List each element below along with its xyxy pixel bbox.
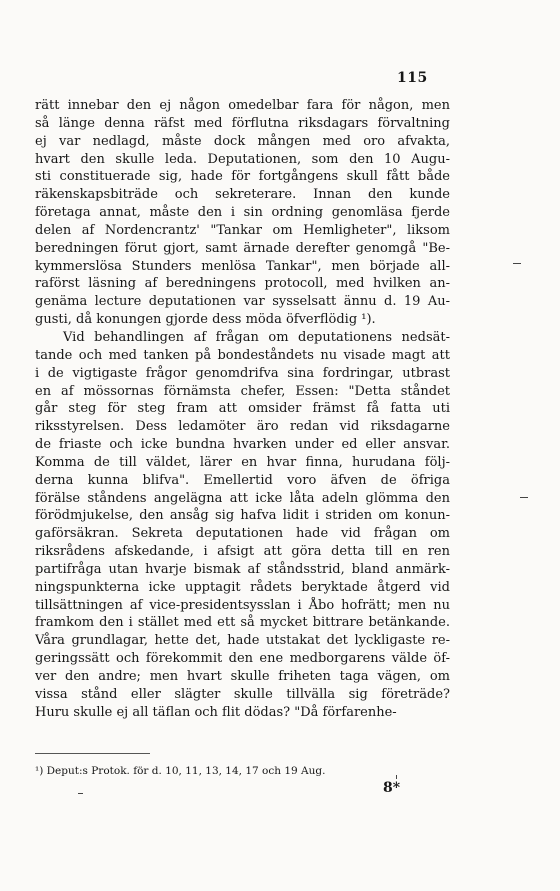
text-line: Komma de till väldet, lärer en hvar finna, hurudana följ- — [35, 454, 450, 470]
text-line: kymmerslösa Stunders menlösa Tankar", men började all- — [35, 258, 450, 274]
text-line: derna kunna blifva". Emellertid voro äfven de öfriga — [35, 472, 450, 488]
footnote-divider — [35, 753, 150, 754]
text-line: förälse ståndens angelägna att icke låta adeln glömma den — [35, 490, 450, 506]
text-line: gaförsäkran. Sekreta deputationen hade vid frågan om — [35, 526, 450, 542]
margin-mark — [513, 263, 521, 264]
text-line: riksstyrelsen. Dess ledamöter äro redan vid riksdagarne — [35, 419, 450, 435]
text-line: hvart den skulle leda. Deputationen, som den 10 Augu- — [35, 151, 450, 167]
margin-mark — [78, 793, 83, 794]
text-line: så länge denna räfst med förflutna riksdagars förvaltning — [35, 115, 450, 131]
text-line: de friaste och icke bundna hvarken under ed eller ansvar. — [35, 437, 450, 453]
body-text — [35, 97, 450, 722]
text-line: riksrådens afskedande, i afsigt att göra detta till en ren — [35, 544, 450, 560]
text-line: raförst läsning af beredningens protocoll, med hvilken an- — [35, 276, 450, 292]
text-line: räkenskapsbiträde och sekreterare. Innan den kunde — [35, 187, 450, 203]
text-line: företaga annat, måste den i sin ordning genomläsa fjerde — [35, 205, 450, 221]
text-line: tande och med tanken på bondeståndets nu visade magt att — [35, 347, 450, 363]
text-line: tillsättningen af vice-presidentsysslan i Åbo hofrätt; men nu — [35, 597, 450, 613]
text-line: går steg för steg fram att omsider främst få fatta uti — [35, 401, 450, 417]
page-number: 115 — [397, 70, 428, 86]
text-line: gusti, då konungen gjorde dess möda öfverflödig ¹). — [35, 312, 376, 328]
text-line: sti constituerade sig, hade för fortgångens skull fått både — [35, 169, 450, 185]
text-line: förödmjukelse, den ansåg sig hafva lidit i striden om konun- — [35, 508, 450, 524]
footnote: ¹) Deput:s Protok. för d. 10, 11, 13, 14, 17 och 19 Aug. — [35, 765, 326, 777]
text-line: genäma lecture deputationen var sysselsatt ännu d. 19 Au- — [35, 294, 450, 310]
text-line: beredningen förut gjort, samt ärnade derefter genomgå "Be- — [35, 240, 450, 256]
text-line: ningspunkterna icke upptagit rådets beryktade åtgerd vid — [35, 579, 450, 595]
text-line: geringssätt och förekommit den ene medborgarens välde öf- — [35, 651, 450, 667]
text-line: delen af Nordencrantz' "Tankar om Hemligheter", liksom — [35, 222, 450, 238]
text-line: ver den andre; men hvart skulle friheten taga vägen, om — [35, 669, 450, 684]
margin-mark — [396, 775, 397, 779]
text-line: Våra grundlagar, hette det, hade utstakat det lyckligaste re- — [35, 633, 450, 649]
printer-signature-mark: 8* — [383, 780, 401, 796]
text-line: rätt innebar den ej någon omedelbar fara för någon, men — [35, 98, 450, 113]
text-line: Vid behandlingen af frågan om deputationens nedsät- — [63, 329, 450, 345]
text-line: ej var nedlagd, måste dock mången med oro afvakta, — [35, 133, 450, 149]
margin-mark — [520, 497, 528, 498]
text-line: partifråga utan hvarje bismak af ståndsstrid, bland anmärk- — [35, 561, 450, 577]
text-line: Huru skulle ej all täflan och flit dödas? "Då förfarenhe- — [35, 704, 397, 720]
text-line: framkom den i stället med ett så mycket bittrare betänkande. — [35, 615, 450, 631]
text-line: en af mössornas förnämsta chefer, Essen: "Detta ståndet — [35, 383, 450, 399]
text-line: i de vigtigaste frågor genomdrifva sina fordringar, utbrast — [35, 365, 450, 381]
text-line: vissa stånd eller slägter skulle tillvälla sig företräde? — [35, 686, 450, 702]
